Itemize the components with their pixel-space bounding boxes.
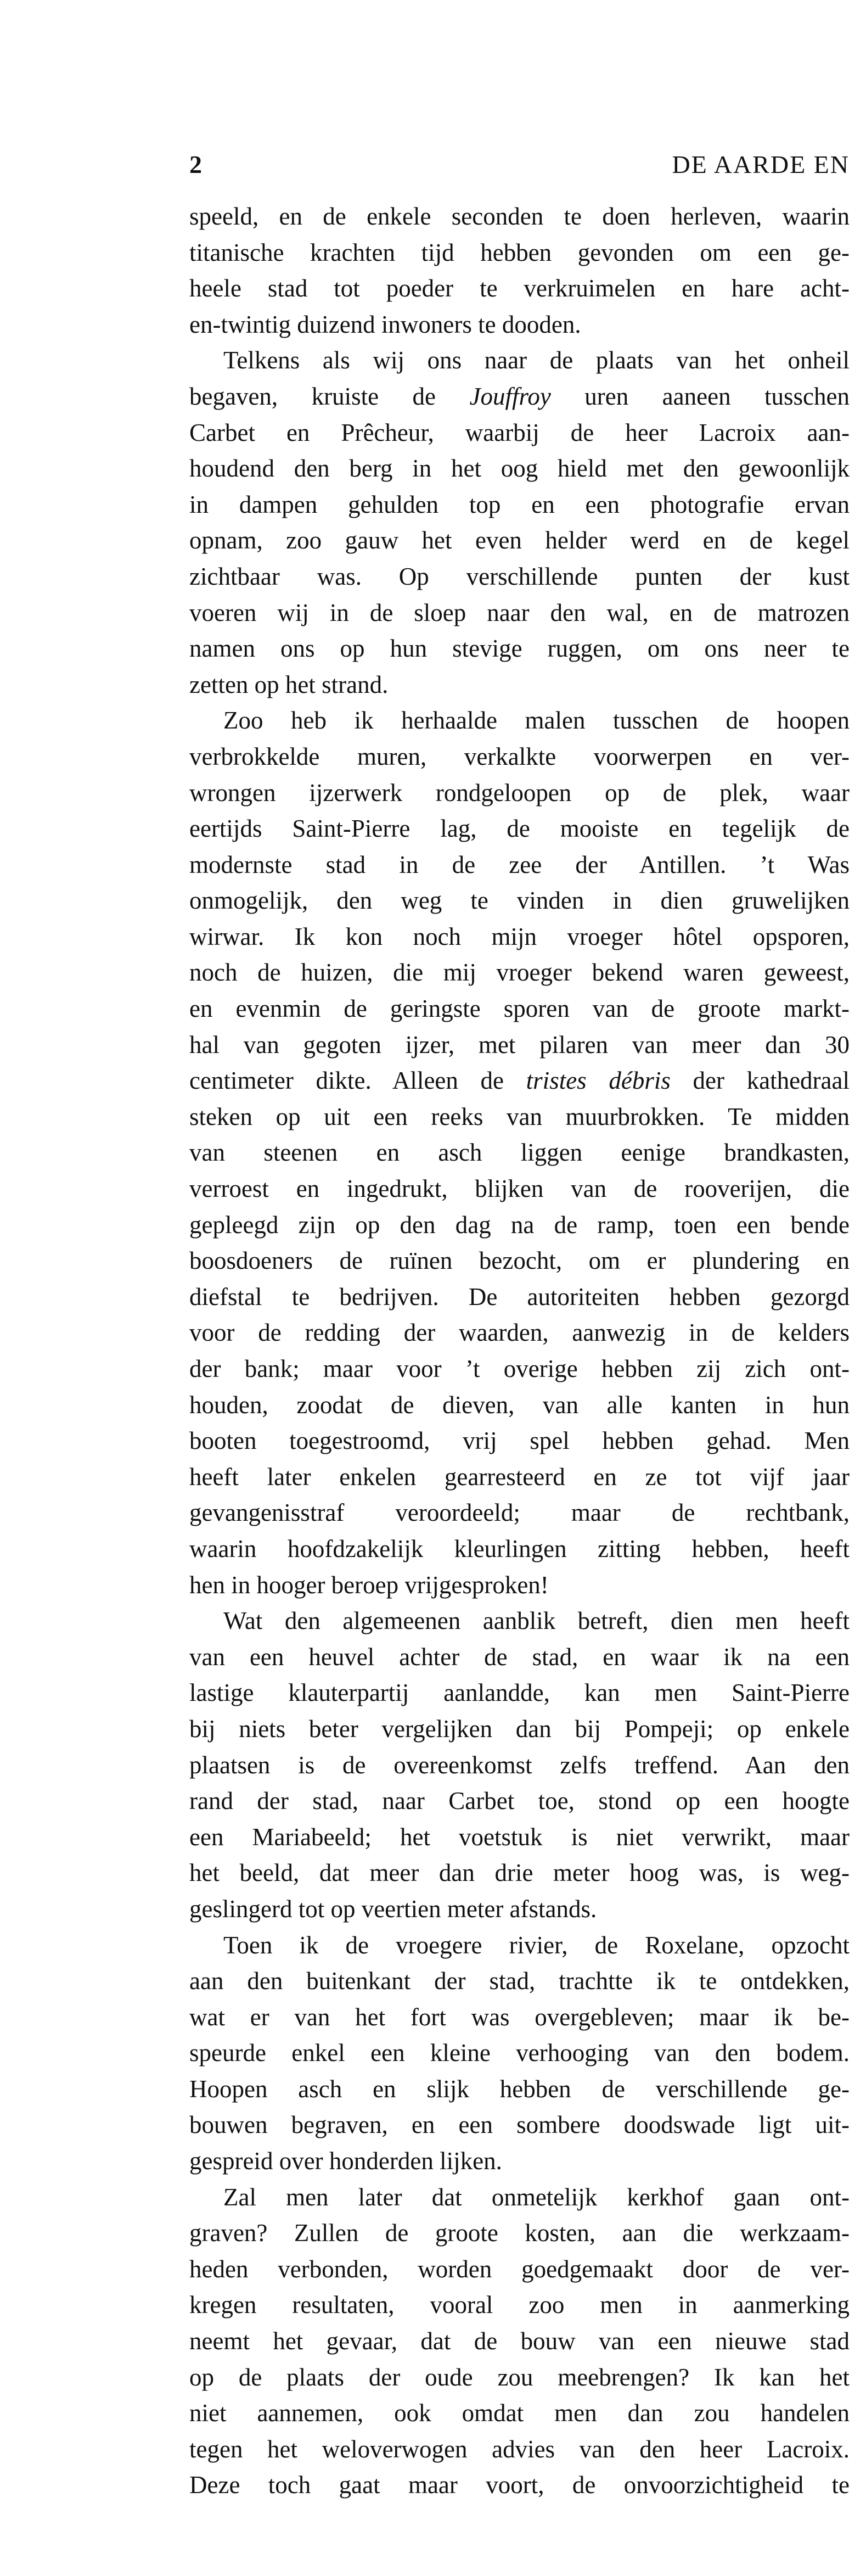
text-line: van steenen en asch liggen eenige brandkasten, [189, 1139, 850, 1167]
text-line: van een heuvel achter de stad, en waar ik na een [189, 1643, 850, 1671]
text-line: Hoopen asch en slijk hebben de verschillende ge- [189, 2075, 850, 2103]
text-line: plaatsen is de overeenkomst zelfs treffend. Aan den [189, 1751, 850, 1779]
text-line: kregen resultaten, vooral zoo men in aanmerking [189, 2291, 850, 2319]
text-line: eertijds Saint-Pierre lag, de mooiste en tegelijk de [189, 815, 850, 843]
italic-phrase: tristes débris [526, 1067, 671, 1095]
paragraph [189, 1928, 850, 2180]
text-line: Toen ik de vroegere rivier, de Roxelane, opzocht [223, 1931, 850, 1959]
text-line: rand der stad, naar Carbet toe, stond op een hoogte [189, 1787, 850, 1815]
text-segment: uren aaneen tusschen [550, 382, 850, 410]
text-line: op de plaats der oude zou meebrengen? Ik kan het [189, 2363, 850, 2391]
text-line: en-twintig duizend inwoners te dooden. [189, 310, 581, 338]
text-line: gespreid over honderden lijken. [189, 2147, 502, 2175]
paragraph [189, 703, 850, 1603]
text-line: graven? Zullen de groote kosten, aan die werkzaam- [189, 2219, 850, 2247]
paragraph [189, 343, 850, 703]
paragraph [189, 2180, 850, 2504]
text-line: onmogelijk, den weg te vinden in dien gruwelijken [189, 887, 850, 915]
text-segment: begaven, kruiste de [189, 382, 470, 410]
text-line: diefstal te bedrijven. De autoriteiten hebben gezorgd [189, 1283, 850, 1311]
text-line: Zal men later dat onmetelijk kerkhof gaan ont- [223, 2183, 850, 2211]
text-line: noch de huizen, die mij vroeger bekend waren geweest, [189, 959, 850, 987]
text-line: zichtbaar was. Op verschillende punten der kust [189, 562, 850, 590]
text-line: Wat den algemeenen aanblik betreft, dien men heeft [223, 1607, 850, 1635]
text-line: bij niets beter vergelijken dan bij Pompeji; op enkele [189, 1715, 850, 1743]
running-header [189, 147, 850, 182]
text-line: verbrokkelde muren, verkalkte voorwerpen en ver- [189, 742, 850, 770]
text-line: opnam, zoo gauw het even helder werd en de kegel [189, 527, 850, 555]
text-line: wat er van het fort was overgebleven; maar ik be- [189, 2003, 850, 2031]
text-line: waarin hoofdzakelijk kleurlingen zitting hebben, heeft [189, 1535, 850, 1563]
text-line: in dampen gehulden top en een photografie ervan [189, 490, 850, 518]
text-line: niet aannemen, ook omdat men dan zou handelen [189, 2399, 850, 2427]
text-line: speurde enkel een kleine verhooging van den bodem. [189, 2039, 850, 2067]
text-segment: centimeter dikte. Alleen de [189, 1067, 526, 1095]
text-line: verroest en ingedrukt, blijken van de rooverijen, die [189, 1175, 850, 1203]
italic-phrase: Jouffroy [469, 382, 551, 410]
text-line: heden verbonden, worden goedgemaakt door de ver- [189, 2255, 850, 2283]
text-line: Telkens als wij ons naar de plaats van het onheil [223, 346, 850, 374]
text-line: een Mariabeeld; het voetstuk is niet verwrikt, maar [189, 1823, 850, 1851]
text-line: gevangenisstraf veroordeeld; maar de rechtbank, [189, 1499, 850, 1527]
paragraph [189, 199, 850, 343]
text-line: steken op uit een reeks van muurbrokken. Te midden [189, 1102, 850, 1130]
page-body-text [189, 199, 850, 2504]
text-line: voor de redding der waarden, aanwezig in de kelders [189, 1319, 850, 1347]
text-line: houdend den berg in het oog hield met den gewoonlijk [189, 455, 850, 483]
text-line: houden, zoodat de dieven, van alle kanten in hun [189, 1391, 850, 1419]
text-line: wirwar. Ik kon noch mijn vroeger hôtel opsporen, [189, 922, 850, 950]
text-line: zetten op het strand. [189, 670, 389, 698]
text-line: hen in hooger beroep vrijgesproken! [189, 1571, 549, 1599]
text-line: aan den buitenkant der stad, trachtte ik te ontdekken, [189, 1967, 850, 1995]
text-line: titanische krachten tijd hebben gevonden om een ge- [189, 238, 850, 266]
running-title: DE AARDE EN [672, 150, 850, 178]
text-line: speeld, en de enkele seconden te doen herleven, waarin [189, 203, 850, 230]
text-line: lastige klauterpartij aanlandde, kan men Saint-Pierre [189, 1679, 850, 1707]
text-line: en evenmin de geringste sporen van de groote markt- [189, 995, 850, 1023]
text-line: heele stad tot poeder te verkruimelen en hare acht- [189, 275, 850, 303]
text-line: heeft later enkelen gearresteerd en ze tot vijf jaar [189, 1463, 850, 1491]
text-line: bouwen begraven, en een sombere doodswade ligt uit- [189, 2111, 850, 2139]
text-line [189, 379, 850, 415]
text-line: Carbet en Prêcheur, waarbij de heer Lacroix aan- [189, 418, 850, 446]
text-line: gepleegd zijn op den dag na de ramp, toen een bende [189, 1211, 850, 1239]
text-line: Deze toch gaat maar voort, de onvoorzichtigheid te [189, 2471, 850, 2499]
paragraph [189, 1603, 850, 1927]
text-line: hal van gegoten ijzer, met pilaren van meer dan 30 [189, 1031, 850, 1059]
page-number: 2 [189, 150, 202, 178]
text-line: tegen het weloverwogen advies van den heer Lacroix. [189, 2435, 850, 2463]
text-line: modernste stad in de zee der Antillen. ’t Was [189, 850, 850, 878]
text-line: voeren wij in de sloep naar den wal, en de matrozen [189, 598, 850, 626]
text-line: wrongen ijzerwerk rondgeloopen op de plek, waar [189, 779, 850, 807]
text-line [189, 1063, 850, 1099]
text-line: Zoo heb ik herhaalde malen tusschen de hoopen [223, 707, 850, 735]
text-line: der bank; maar voor ’t overige hebben zij zich ont- [189, 1355, 850, 1382]
text-line: booten toegestroomd, vrij spel hebben gehad. Men [189, 1427, 850, 1455]
text-line: het beeld, dat meer dan drie meter hoog was, is weg- [189, 1859, 850, 1887]
text-line: neemt het gevaar, dat de bouw van een nieuwe stad [189, 2327, 850, 2355]
text-segment: der kathedraal [670, 1067, 850, 1095]
text-line: namen ons op hun stevige ruggen, om ons neer te [189, 635, 850, 663]
text-line: geslingerd tot op veertien meter afstands. [189, 1895, 597, 1923]
text-line: boosdoeners de ruïnen bezocht, om er plundering en [189, 1247, 850, 1275]
